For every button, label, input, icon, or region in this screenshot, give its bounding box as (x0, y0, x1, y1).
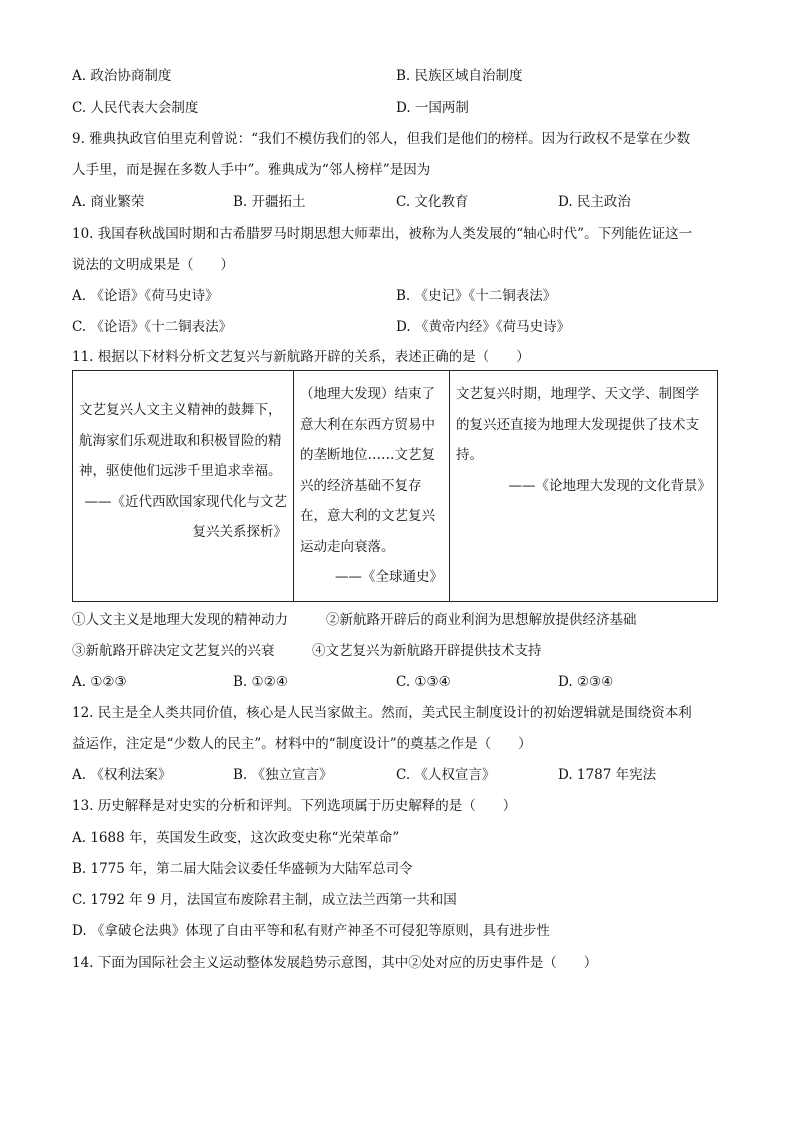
material-cell-2 (294, 371, 450, 602)
material-cell-3 (450, 371, 718, 602)
q12-option-a: A. 《权利法案》 (72, 767, 172, 783)
q10-option-b: B. 《史记》《十二铜表法》 (396, 288, 557, 304)
q11-statement-3: ③新航路开辟决定文艺复兴的兴衰 (72, 643, 275, 659)
q11-material-table (72, 370, 718, 602)
material-3-text: 文艺复兴时期，地理学、天文学、制图学的复兴还直接为地理大发现提供了技术支持。 (456, 386, 699, 463)
q9-stem-line1: 9. 雅典执政官伯里克利曾说：“我们不模仿我们的邻人，但我们是他们的榜样。因为行政权不是掌在少数 (72, 131, 691, 147)
q14-stem: 14. 下面为国际社会主义运动整体发展趋势示意图，其中②处对应的历史事件是（ ） (72, 955, 598, 971)
q9-option-a: A. 商业繁荣 (72, 194, 145, 210)
q9-option-c: C. 文化教育 (396, 194, 469, 210)
q11-statement-2: ②新航路开辟后的商业利润为思想解放提供经济基础 (326, 612, 637, 628)
q10-option-d: D. 《黄帝内经》《荷马史诗》 (396, 319, 571, 335)
q9-option-d: D. 民主政治 (558, 194, 631, 210)
q11-statement-1: ①人文主义是地理大发现的精神动力 (72, 612, 288, 628)
q11-statement-4: ④文艺复兴为新航路开辟提供技术支持 (312, 643, 542, 659)
q12-stem-line1: 12. 民主是全人类共同价值，核心是人民当家做主。然而，美式民主制度设计的初始逻辑就是围绕资本利 (72, 705, 692, 721)
material-2-text: （地理大发现）结束了意大利在东西方贸易中的垄断地位……文艺复兴的经济基础不复存在，意大利的文艺复兴运动走向衰落。 (300, 386, 435, 555)
q13-option-b: B. 1775 年，第二届大陆会议委任华盛顿为大陆军总司令 (72, 861, 413, 877)
q11-option-d: D. ②③④ (558, 674, 614, 690)
q13-stem: 13. 历史解释是对史实的分析和评判。下列选项属于历史解释的是（ ） (72, 798, 517, 814)
q8-option-b: B. 民族区域自治制度 (396, 68, 523, 84)
q12-option-b: B. 《独立宣言》 (233, 767, 333, 783)
q11-option-a: A. ①②③ (72, 674, 127, 690)
q11-option-c: C. ①③④ (396, 674, 451, 690)
q8-option-a: A. 政治协商制度 (72, 68, 172, 84)
q10-stem-line2: 说法的文明成果是（ ） (72, 257, 234, 273)
material-3-source: ——《论地理大发现的文化背景》 (508, 477, 711, 494)
q10-option-a: A. 《论语》《荷马史诗》 (72, 288, 219, 304)
material-1-text: 文艺复兴人文主义精神的鼓舞下，航海家们乐观进取和积极冒险的精神，驱使他们远涉千里追求幸福。 (79, 402, 282, 479)
q9-stem-line2: 人手里，而是握在多数人手中”。雅典成为“邻人榜样”是因为 (72, 162, 431, 178)
material-cell-1 (73, 371, 294, 602)
material-1-source: ——《近代西欧国家现代化与文艺复兴关系探析》 (84, 493, 287, 540)
q10-stem-line1: 10. 我国春秋战国时期和古希腊罗马时期思想大师辈出，被称为人类发展的“轴心时代”。下列能佐证这一 (72, 226, 693, 242)
q12-stem-line2: 益运作，注定是“少数人的民主”。材料中的“制度设计”的奠基之作是（ ） (72, 736, 532, 752)
q8-option-c: C. 人民代表大会制度 (72, 100, 199, 116)
q9-option-b: B. 开疆拓土 (233, 194, 306, 210)
q12-option-c: C. 《人权宣言》 (396, 767, 496, 783)
q11-stem: 11. 根据以下材料分析文艺复兴与新航路开辟的关系，表述正确的是（ ） (72, 349, 530, 365)
q13-option-a: A. 1688 年，英国发生政变，这次政变史称“光荣革命” (72, 830, 400, 846)
material-2-source: ——《全球通史》 (335, 569, 443, 585)
q8-option-d: D. 一国两制 (396, 100, 469, 116)
q10-option-c: C. 《论语》《十二铜表法》 (72, 319, 233, 335)
q13-option-d: D. 《拿破仑法典》体现了自由平等和私有财产神圣不可侵犯等原则，具有进步性 (72, 923, 550, 939)
q13-option-c: C. 1792 年 9 月，法国宣布废除君主制，成立法兰西第一共和国 (72, 892, 457, 908)
q11-option-b: B. ①②④ (233, 674, 288, 690)
q12-option-d: D. 1787 年宪法 (558, 767, 657, 783)
